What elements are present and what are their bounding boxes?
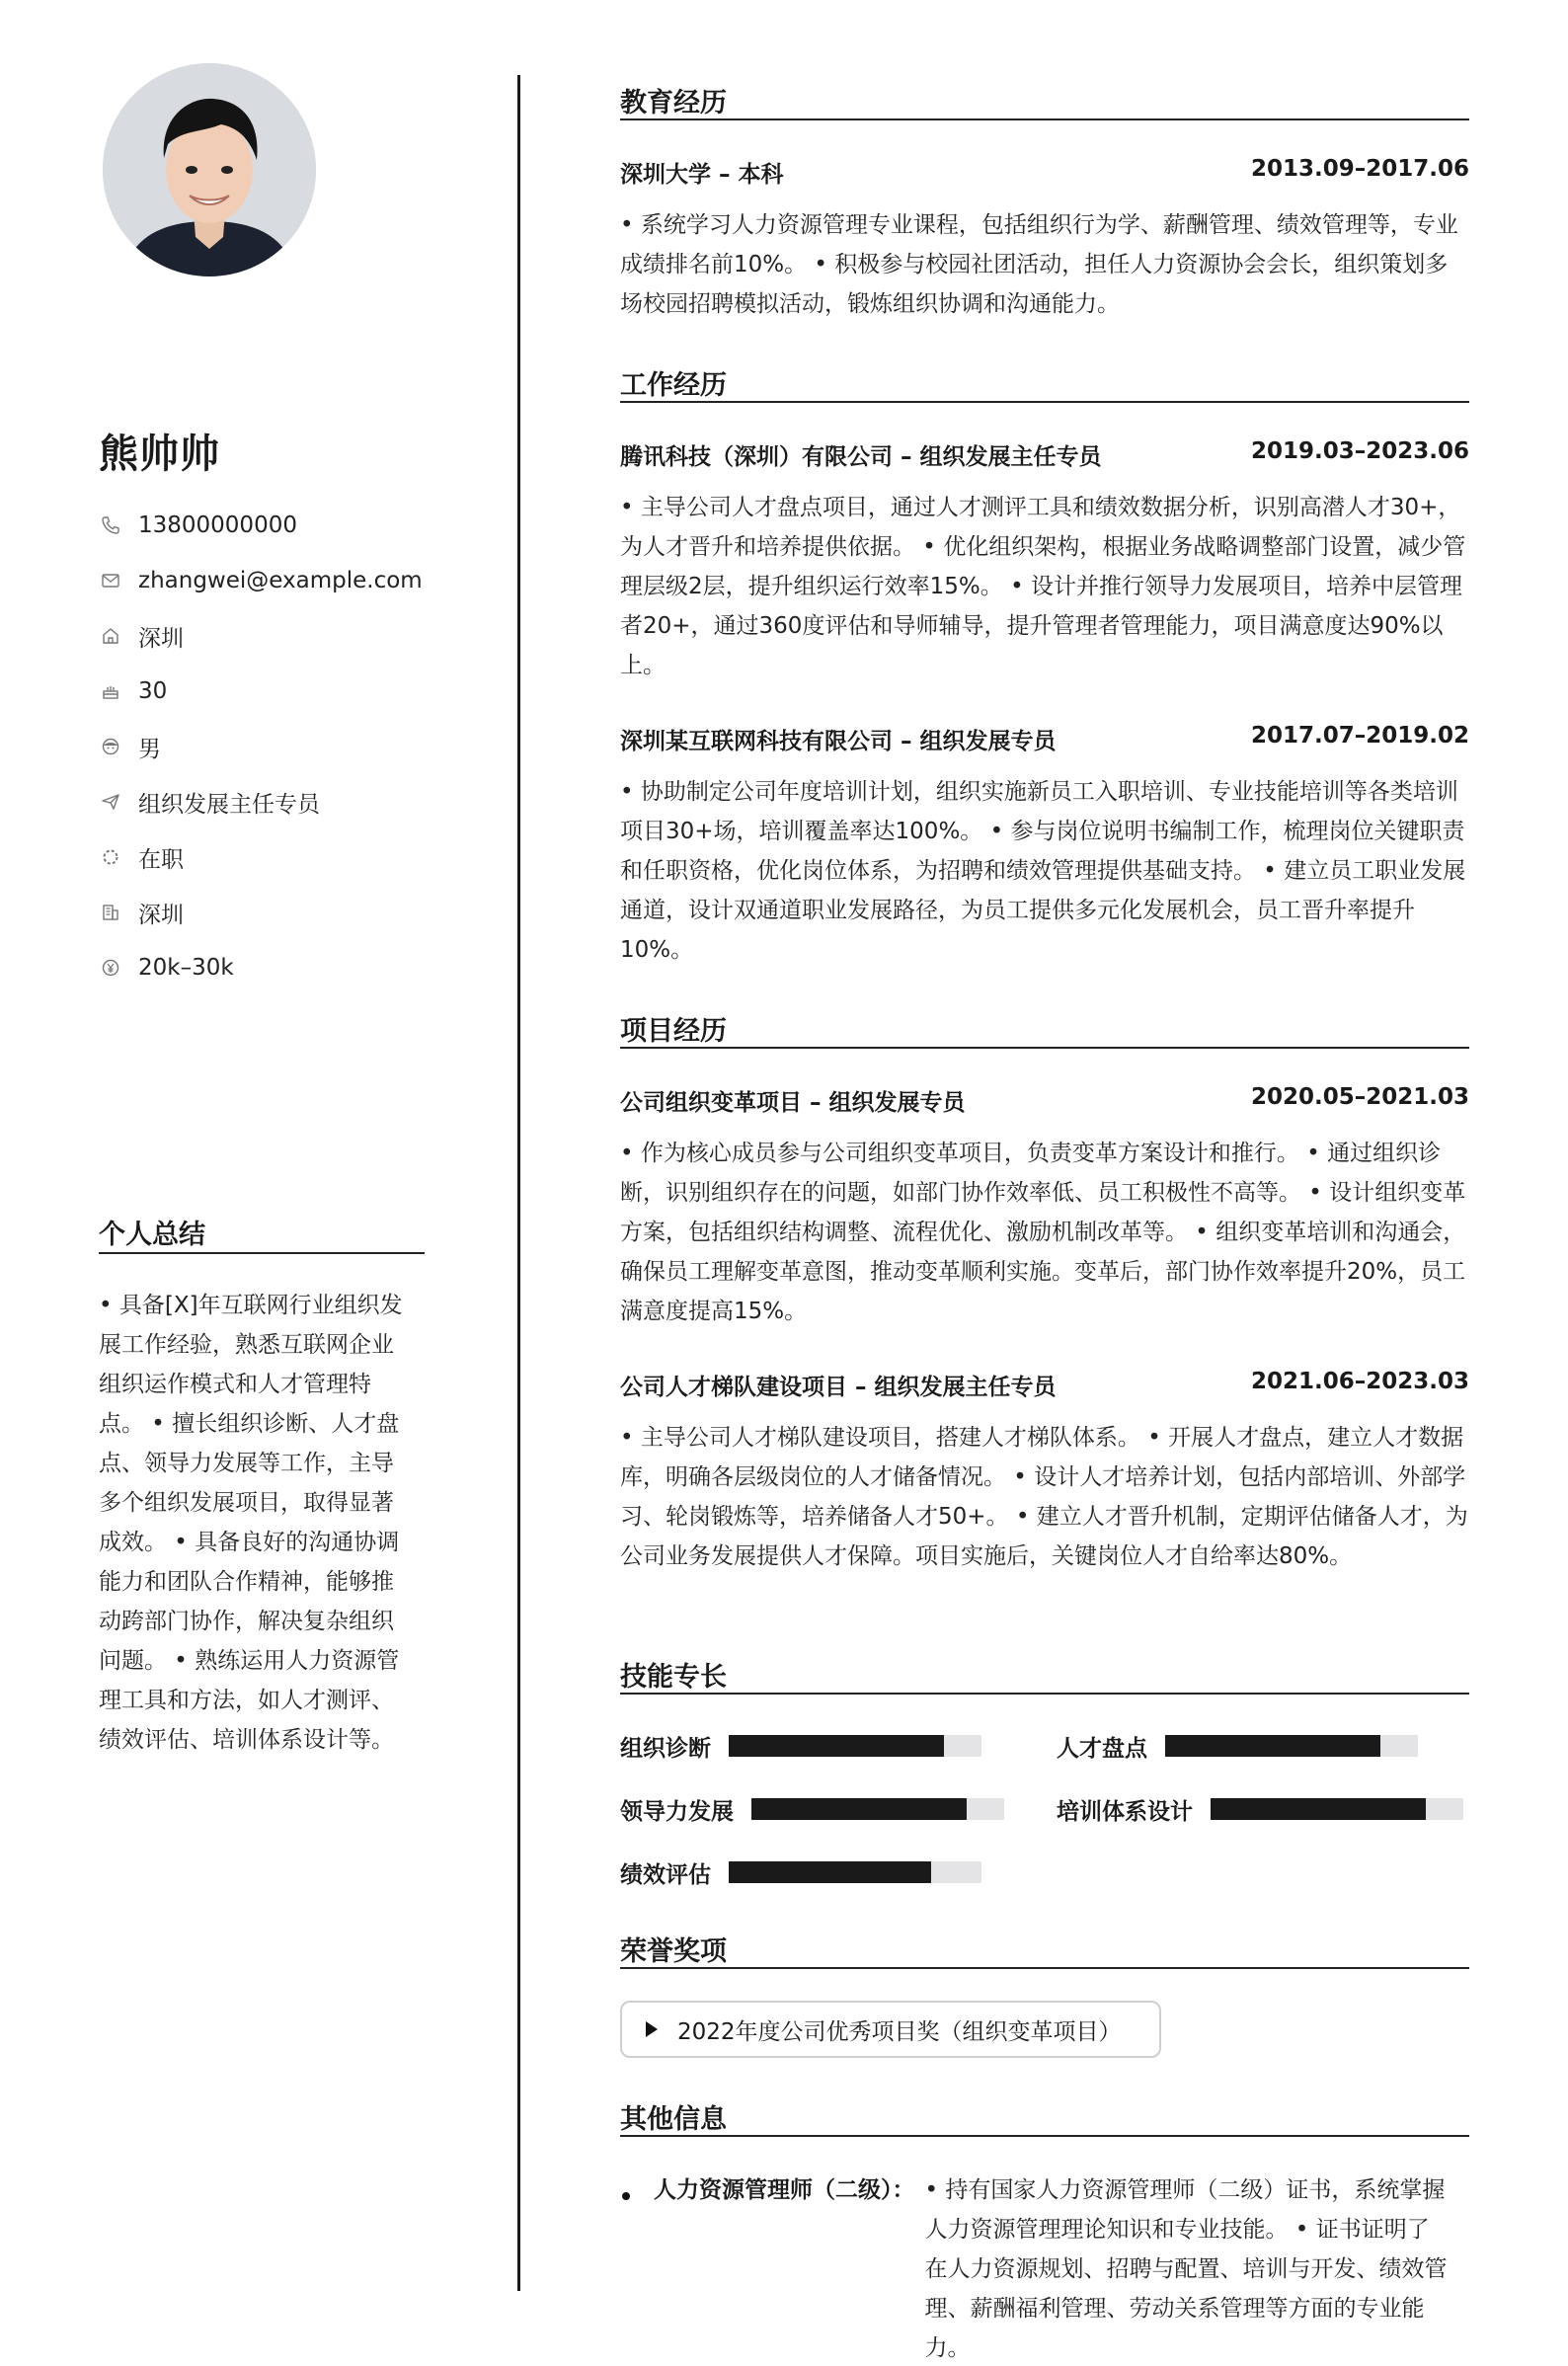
skills-divider bbox=[620, 1693, 1469, 1695]
other-divider bbox=[620, 2135, 1469, 2137]
skill-name: 人才盘点 bbox=[1057, 1735, 1147, 1762]
project-2-name: 公司人才梯队建设项目 – 组织发展主任专员 bbox=[620, 1375, 1057, 1400]
skill-bar-fill bbox=[1165, 1735, 1380, 1757]
age-text: 30 bbox=[138, 678, 168, 704]
other-item-value: • 持有国家人力资源管理师（二级）证书，系统掌握人力资源管理理论知识和专业技能。 • 证书证明了在人力资源规划、招聘与配置、培训与开发、绩效管理、薪酬福利管理、劳动关系管理等方面的专业能力。 bbox=[924, 2177, 1448, 2361]
caret-right-icon bbox=[646, 2021, 658, 2037]
education-date: 2013.09–2017.06 bbox=[1250, 156, 1469, 182]
skill-item bbox=[620, 1858, 981, 1886]
status-text: 在职 bbox=[138, 846, 184, 873]
education-title: 教育经历 bbox=[620, 88, 727, 118]
work-entry-1-description: • 主导公司人才盘点项目，通过人才测评工具和绩效数据分析，识别高潜人才30+，为人才晋升和培养提供依据。 • 优化组织架构，根据业务战略调整部门设置，减少管理层级2层，提升组织运行效率15%。 • 设计并推行领导力发展项目，培养中层管理者20+，通过360度评估和导师辅导，提升管理者管理能力，项目满意度达90%以上。 bbox=[620, 495, 1466, 678]
building-icon bbox=[99, 901, 122, 924]
skills-title: 技能专长 bbox=[620, 1662, 727, 1693]
info-salary bbox=[99, 940, 423, 995]
send-icon bbox=[99, 790, 122, 814]
person-photo-icon bbox=[103, 63, 316, 276]
skill-name: 领导力发展 bbox=[620, 1798, 734, 1825]
project-1-name: 公司组织变革项目 – 组织发展专员 bbox=[620, 1090, 966, 1116]
skill-bar-track bbox=[751, 1798, 1004, 1820]
home-icon bbox=[99, 624, 122, 648]
work-title: 工作经历 bbox=[620, 370, 727, 401]
project-1-date: 2020.05–2021.03 bbox=[1250, 1084, 1469, 1110]
summary-text: • 具备[X]年互联网行业组织发展工作经验，熟悉互联网企业组织运作模式和人才管理特点。 • 擅长组织诊断、人才盘点、领导力发展等工作，主导多个组织发展项目，取得显著成效。 • 具备良好的沟通协调能力和团队合作精神，能够推动跨部门协作，解决复杂组织问题。 • 熟练运用人力资源管理工具和方法，如人才测评、绩效评估、培训体系设计等。 bbox=[99, 1293, 403, 1753]
info-workplace bbox=[99, 885, 423, 940]
skill-name: 绩效评估 bbox=[620, 1861, 711, 1888]
phone-icon bbox=[99, 513, 122, 537]
award-toggle[interactable] bbox=[620, 2001, 1161, 2058]
info-gender bbox=[99, 719, 423, 774]
project-2-head bbox=[620, 1369, 1469, 1401]
work-entry-1-head bbox=[620, 438, 1469, 471]
project-2-description: • 主导公司人才梯队建设项目，搭建人才梯队体系。 • 开展人才盘点，建立人才数据库，明确各层级岗位的人才储备情况。 • 设计人才培养计划，包括内部培训、外部学习、轮岗锻炼等，培养储备人才50+。 • 建立人才晋升机制，定期评估储备人才，为公司业务发展提供人才保障。项目实施后，关键岗位人才自给率达80%。 bbox=[620, 1425, 1468, 1569]
info-position bbox=[99, 774, 423, 829]
city-text: 深圳 bbox=[138, 625, 184, 652]
skill-name: 组织诊断 bbox=[620, 1735, 711, 1762]
gender-icon bbox=[99, 735, 122, 758]
gender-text: 男 bbox=[138, 736, 161, 762]
award-text: 2022年度公司优秀项目奖（组织变革项目） bbox=[677, 2018, 1122, 2045]
info-phone bbox=[99, 498, 423, 553]
education-school: 深圳大学 – 本科 bbox=[620, 162, 784, 188]
skill-item bbox=[1057, 1732, 1418, 1760]
skill-item bbox=[620, 1732, 981, 1760]
projects-title: 项目经历 bbox=[620, 1016, 727, 1047]
other-title: 其他信息 bbox=[620, 2104, 727, 2135]
skill-bar-fill bbox=[751, 1798, 967, 1820]
work-entry-2-company: 深圳某互联网科技有限公司 – 组织发展专员 bbox=[620, 729, 1057, 754]
info-age bbox=[99, 664, 423, 719]
other-item bbox=[620, 2170, 1469, 2366]
work-entry-2-head bbox=[620, 723, 1469, 755]
skill-item bbox=[1057, 1795, 1463, 1823]
projects-divider bbox=[620, 1047, 1469, 1049]
mail-icon bbox=[99, 569, 122, 592]
bullet-icon bbox=[622, 2192, 630, 2200]
skill-bar-track bbox=[729, 1735, 981, 1757]
work-entry-2-description: • 协助制定公司年度培训计划，组织实施新员工入职培训、专业技能培训等各类培训项目30+场，培训覆盖率达100%。 • 参与岗位说明书编制工作，梳理岗位关键职责和任职资格，优化岗位体系，为招聘和绩效管理提供基础支持。 • 建立员工职业发展通道，设计双通道职业发展路径，为员工提供多元化发展机会，员工晋升率提升10%。 bbox=[620, 779, 1466, 963]
avatar bbox=[103, 63, 316, 276]
position-text: 组织发展主任专员 bbox=[138, 791, 320, 818]
education-description: • 系统学习人力资源管理专业课程，包括组织行为学、薪酬管理、绩效管理等，专业成绩排名前10%。 • 积极参与校园社团活动，担任人力资源协会会长，组织策划多场校园招聘模拟活动，锻炼组织协调和沟通能力。 bbox=[620, 212, 1458, 317]
skill-bar-track bbox=[1165, 1735, 1418, 1757]
workplace-text: 深圳 bbox=[138, 902, 184, 928]
salary-text: 20k–30k bbox=[138, 955, 234, 981]
summary-divider bbox=[99, 1252, 425, 1254]
education-entry-head bbox=[620, 156, 1469, 189]
work-divider bbox=[620, 401, 1469, 403]
skill-bar-fill bbox=[729, 1861, 931, 1883]
skill-bar-track bbox=[1211, 1798, 1463, 1820]
project-1-description: • 作为核心成员参与公司组织变革项目，负责变革方案设计和推行。 • 通过组织诊断，识别组织存在的问题，如部门协作效率低、员工积极性不高等。 • 设计组织变革方案，包括组织结构调整、流程优化、激励机制改革等。 • 组织变革培训和沟通会，确保员工理解变革意图，推动变革顺利实施。变革后，部门协作效率提升20%，员工满意度提高15%。 bbox=[620, 1141, 1466, 1324]
email-text[interactable]: zhangwei@example.com bbox=[138, 568, 423, 593]
sidebar bbox=[0, 0, 513, 2366]
cake-icon bbox=[99, 679, 122, 703]
skill-item bbox=[620, 1795, 1004, 1823]
honors-title: 荣誉奖项 bbox=[620, 1936, 727, 1967]
project-1-head bbox=[620, 1084, 1469, 1117]
info-status bbox=[99, 829, 423, 885]
contact-info-list bbox=[99, 498, 423, 995]
phone-text[interactable]: 13800000000 bbox=[138, 513, 297, 538]
candidate-name: 熊帅帅 bbox=[99, 432, 220, 477]
work-entry-1-company: 腾讯科技（深圳）有限公司 – 组织发展主任专员 bbox=[620, 444, 1102, 470]
education-divider bbox=[620, 118, 1469, 120]
column-divider bbox=[517, 75, 520, 2291]
yuan-icon bbox=[99, 956, 122, 980]
work-entry-1-date: 2019.03–2023.06 bbox=[1250, 438, 1469, 464]
skill-bar-fill bbox=[1211, 1798, 1426, 1820]
status-icon bbox=[99, 845, 122, 869]
work-entry-2-date: 2017.07–2019.02 bbox=[1250, 723, 1469, 749]
other-item-key: 人力资源管理师（二级）： bbox=[654, 2177, 915, 2203]
info-email bbox=[99, 553, 423, 608]
skill-bar-track bbox=[729, 1861, 981, 1883]
honors-divider bbox=[620, 1967, 1469, 1969]
project-2-date: 2021.06–2023.03 bbox=[1250, 1369, 1469, 1394]
skill-bar-fill bbox=[729, 1735, 944, 1757]
skill-name: 培训体系设计 bbox=[1057, 1798, 1193, 1825]
info-city bbox=[99, 608, 423, 664]
summary-title: 个人总结 bbox=[99, 1220, 205, 1250]
